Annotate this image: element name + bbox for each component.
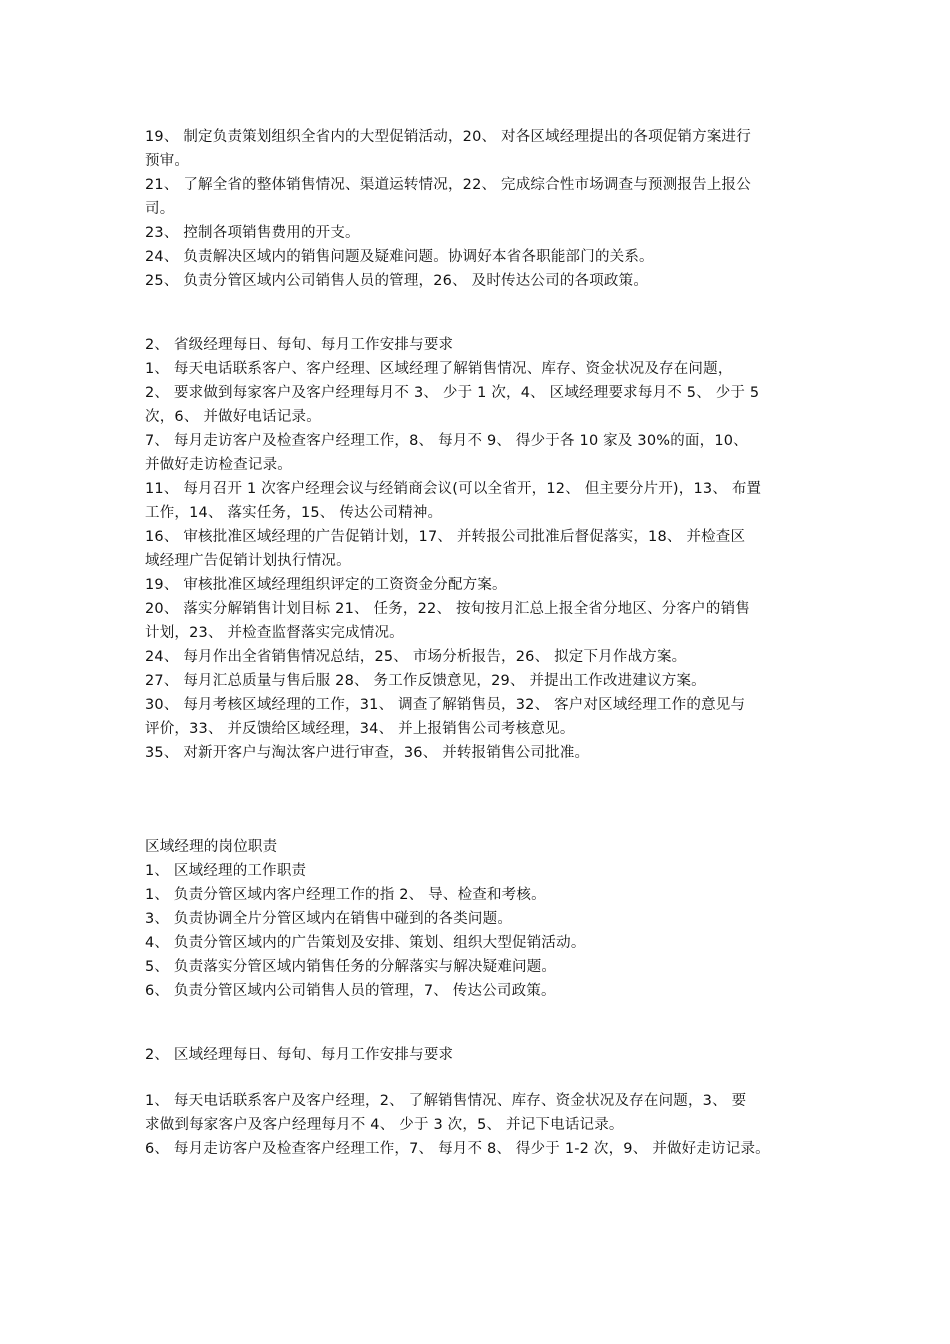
text-line: 24、 负责解决区域内的销售问题及疑难问题。协调好本省各职能部门的关系。 [145,249,654,265]
text-line: 5、 负责落实分管区域内销售任务的分解落实与解决疑难问题。 [145,959,557,975]
text-line: 25、 负责分管区域内公司销售人员的管理，26、 及时传达公司的各项政策。 [145,273,649,289]
text-line: 21、 了解全省的整体销售情况、渠道运转情况，22、 完成综合性市场调查与预测报告上报公 [145,177,751,193]
text-line: 次，6、 并做好电话记录。 [145,409,321,425]
section-heading: 1、 区域经理的工作职责 [145,863,307,879]
text-line: 27、 每月汇总质量与售后服 28、 务工作反馈意见，29、 并提出工作改进建议方案。 [145,673,706,689]
text-line: 6、 负责分管区域内公司销售人员的管理，7、 传达公司政策。 [145,983,556,999]
text-line: 35、 对新开客户与淘汰客户进行审查，36、 并转报销售公司批准。 [145,745,590,761]
section-provincial-duties-continued [145,125,820,293]
text-line: 司。 [145,201,175,217]
text-line: 求做到每家客户及客户经理每月不 4、 少于 3 次，5、 并记下电话记录。 [145,1117,624,1133]
text-line: 4、 负责分管区域内的广告策划及安排、策划、组织大型促销活动。 [145,935,586,951]
text-line: 计划，23、 并检查监督落实完成情况。 [145,625,404,641]
text-line: 1、 负责分管区域内客户经理工作的指 2、 导、检查和考核。 [145,887,546,903]
text-line: 域经理广告促销计划执行情况。 [145,553,351,569]
text-line: 16、 审核批准区域经理的广告促销计划，17、 并转报公司批准后督促落实，18、 并检查区 [145,529,746,545]
text-line: 1、 每天电话联系客户及客户经理，2、 了解销售情况、库存、资金状况及存在问题，3、 要 [145,1093,747,1109]
text-line: 2、 要求做到每家客户及客户经理每月不 3、 少于 1 次，4、 区域经理要求每月不 5、 少于 5 [145,385,760,401]
text-line: 19、 审核批准区域经理组织评定的工资资金分配方案。 [145,577,507,593]
spacer [145,765,820,835]
section-regional-schedule [145,1043,820,1161]
section-heading: 2、 区域经理每日、每旬、每月工作安排与要求 [145,1047,454,1063]
text-line: 11、 每月召开 1 次客户经理会议与经销商会议(可以全省开，12、 但主要分片开)，13、 布置 [145,481,762,497]
text-line: 30、 每月考核区域经理的工作，31、 调查了解销售员，32、 客户对区域经理工作的意见与 [145,697,746,713]
section-title: 区域经理的岗位职责 [145,839,278,855]
text-line: 24、 每月作出全省销售情况总结，25、 市场分析报告，26、 拟定下月作战方案。 [145,649,687,665]
text-line: 23、 控制各项销售费用的开支。 [145,225,360,241]
section-heading: 2、 省级经理每日、每旬、每月工作安排与要求 [145,337,454,353]
section-regional-duties [145,835,820,1003]
text-line: 并做好走访检查记录。 [145,457,292,473]
spacer [145,1003,820,1043]
text-line: 6、 每月走访客户及检查客户经理工作，7、 每月不 8、 得少于 1-2 次，9、 并做好走访记录。 [145,1141,770,1157]
text-line: 评价，33、 并反馈给区域经理，34、 并上报销售公司考核意见。 [145,721,575,737]
text-line: 20、 落实分解销售计划目标 21、 任务，22、 按旬按月汇总上报全省分地区、分客户的销售 [145,601,750,617]
spacer [145,293,820,333]
section-provincial-schedule [145,333,820,765]
text-line: 19、 制定负责策划组织全省内的大型促销活动，20、 对各区域经理提出的各项促销方案进行 [145,129,751,145]
spacer [145,1067,820,1089]
text-line: 预审。 [145,153,190,169]
text-line: 7、 每月走访客户及检查客户经理工作，8、 每月不 9、 得少于各 10 家及 30%的面，10、 [145,433,748,449]
document-page [145,125,820,1161]
text-line: 工作，14、 落实任务，15、 传达公司精神。 [145,505,443,521]
text-line: 1、 每天电话联系客户、客户经理、区域经理了解销售情况、库存、资金状况及存在问题， [145,361,733,377]
text-line: 3、 负责协调全片分管区域内在销售中碰到的各类问题。 [145,911,513,927]
